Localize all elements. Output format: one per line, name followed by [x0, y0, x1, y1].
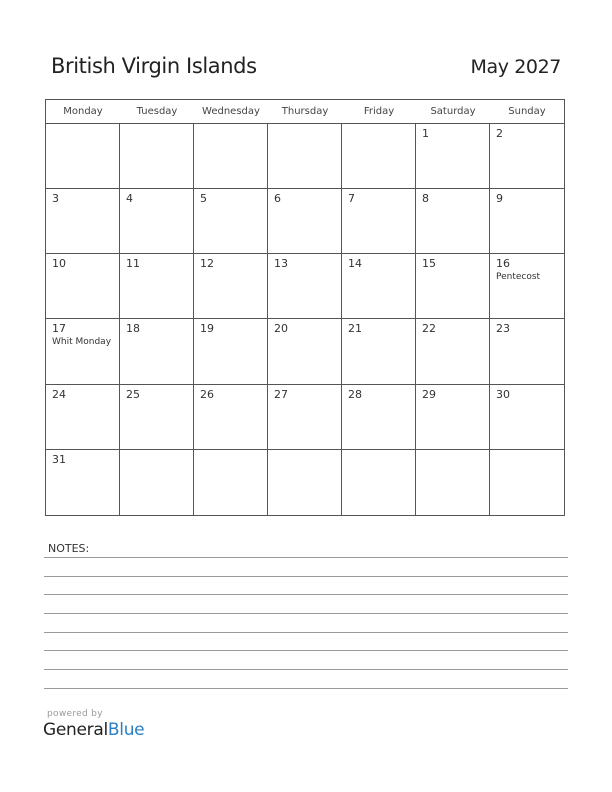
holiday-label: Pentecost [496, 272, 541, 283]
empty-day-cell[interactable] [268, 450, 342, 515]
day-cell-19[interactable] [194, 319, 268, 384]
calendar-grid [45, 99, 565, 516]
notes-line [44, 613, 568, 614]
day-cell-11[interactable] [120, 254, 194, 319]
day-number: 26 [200, 387, 214, 401]
notes-line [44, 688, 568, 689]
day-number: 20 [274, 322, 288, 336]
day-cell-15[interactable] [416, 254, 490, 319]
day-cell-28[interactable] [342, 385, 416, 450]
day-number: 16 [496, 257, 510, 271]
day-number: 29 [422, 387, 436, 401]
day-cell-31[interactable] [46, 450, 120, 515]
day-cell-13[interactable] [268, 254, 342, 319]
day-number: 8 [422, 192, 429, 206]
generalblue-logo[interactable] [43, 720, 144, 740]
day-cell-16[interactable] [490, 254, 564, 319]
weekday-friday: Friday [363, 106, 395, 117]
day-cell-21[interactable] [342, 319, 416, 384]
day-number: 14 [348, 257, 362, 271]
day-number: 4 [126, 192, 133, 206]
day-cell-29[interactable] [416, 385, 490, 450]
day-number: 5 [200, 192, 207, 206]
day-cell-3[interactable] [46, 189, 120, 254]
brand-general-text: General [43, 720, 108, 740]
empty-day-cell[interactable] [194, 124, 268, 189]
month-year-title: May 2027 [470, 56, 561, 78]
day-number: 15 [422, 257, 436, 271]
day-number: 24 [52, 387, 66, 401]
notes-line [44, 650, 568, 651]
day-number: 11 [126, 257, 140, 271]
empty-day-cell[interactable] [120, 450, 194, 515]
day-cell-18[interactable] [120, 319, 194, 384]
day-cell-1[interactable] [416, 124, 490, 189]
day-cell-23[interactable] [490, 319, 564, 384]
empty-day-cell[interactable] [416, 450, 490, 515]
day-cell-6[interactable] [268, 189, 342, 254]
day-number: 17 [52, 322, 66, 336]
day-number: 18 [126, 322, 140, 336]
weekday-header-row [46, 100, 564, 124]
day-cell-14[interactable] [342, 254, 416, 319]
day-number: 1 [422, 127, 429, 140]
empty-day-cell[interactable] [120, 124, 194, 189]
empty-day-cell[interactable] [342, 124, 416, 189]
day-number: 31 [52, 452, 66, 466]
day-cell-10[interactable] [46, 254, 120, 319]
brand-blue-text: Blue [107, 720, 145, 740]
day-number: 2 [496, 127, 503, 140]
weekday-tuesday: Tuesday [136, 106, 178, 117]
day-number: 7 [348, 192, 355, 206]
day-cell-2[interactable] [490, 124, 564, 189]
weekday-saturday: Saturday [430, 106, 476, 117]
notes-line [44, 557, 568, 558]
day-number: 6 [274, 192, 281, 206]
empty-day-cell[interactable] [194, 450, 268, 515]
day-cell-26[interactable] [194, 385, 268, 450]
notes-line [44, 576, 568, 577]
weekday-thursday: Thursday [281, 106, 329, 117]
day-number: 13 [274, 257, 288, 271]
day-number: 21 [348, 322, 362, 336]
day-number: 27 [274, 387, 288, 401]
empty-day-cell[interactable] [268, 124, 342, 189]
day-number: 28 [348, 387, 362, 401]
day-cell-20[interactable] [268, 319, 342, 384]
country-title: British Virgin Islands [51, 54, 257, 78]
day-cell-17[interactable] [46, 319, 120, 384]
holiday-label: Whit Monday [52, 337, 112, 348]
notes-line [44, 594, 568, 595]
weekday-sunday: Sunday [508, 106, 546, 117]
day-number: 23 [496, 322, 510, 336]
day-cell-4[interactable] [120, 189, 194, 254]
notes-label: NOTES: [48, 542, 90, 555]
day-cell-27[interactable] [268, 385, 342, 450]
day-cell-9[interactable] [490, 189, 564, 254]
empty-day-cell[interactable] [342, 450, 416, 515]
day-number: 3 [52, 192, 59, 206]
notes-line [44, 669, 568, 670]
weekday-wednesday: Wednesday [202, 106, 260, 117]
day-cell-24[interactable] [46, 385, 120, 450]
day-cell-7[interactable] [342, 189, 416, 254]
day-cell-5[interactable] [194, 189, 268, 254]
day-number: 10 [52, 257, 66, 271]
empty-day-cell[interactable] [46, 124, 120, 189]
day-number: 19 [200, 322, 214, 336]
day-cell-8[interactable] [416, 189, 490, 254]
day-number: 22 [422, 322, 436, 336]
calendar-days [46, 124, 564, 515]
day-cell-22[interactable] [416, 319, 490, 384]
notes-line [44, 632, 568, 633]
day-cell-25[interactable] [120, 385, 194, 450]
empty-day-cell[interactable] [490, 450, 564, 515]
weekday-monday: Monday [63, 106, 103, 117]
powered-by-text: powered by [47, 709, 103, 719]
day-number: 9 [496, 192, 503, 206]
day-number: 30 [496, 387, 510, 401]
day-cell-30[interactable] [490, 385, 564, 450]
day-number: 12 [200, 257, 214, 271]
day-number: 25 [126, 387, 140, 401]
day-cell-12[interactable] [194, 254, 268, 319]
